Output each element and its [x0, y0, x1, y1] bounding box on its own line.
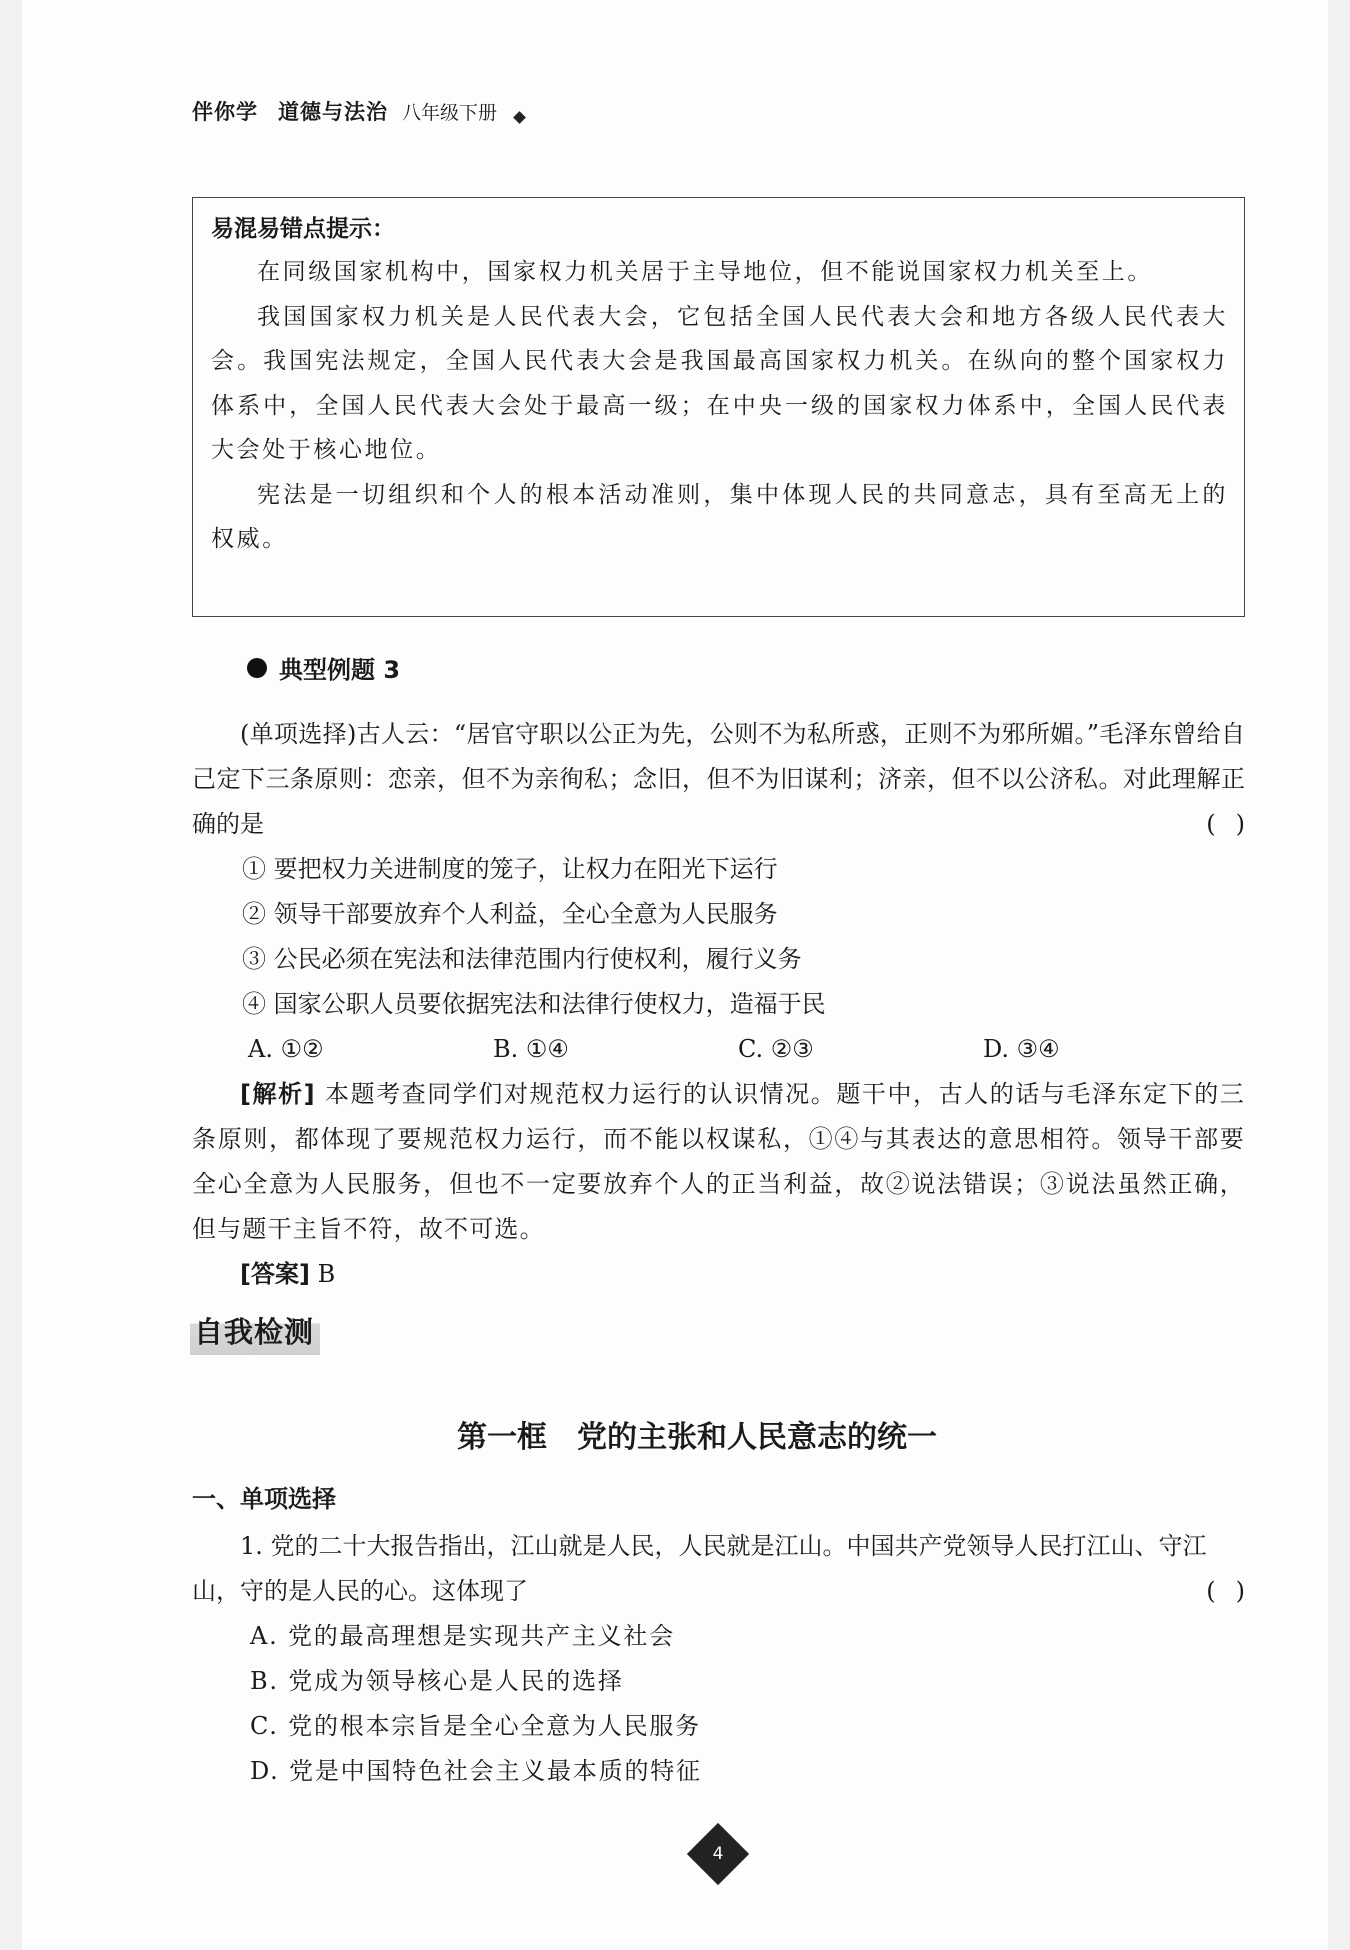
answer-tag: [答案]: [240, 1260, 310, 1288]
tips-paragraph: 宪法是一切组织和个人的根本活动准则，集中体现人民的共同意志，具有至高无上的权威。: [211, 481, 1228, 552]
option-b: B. 党成为领导核心是人民的选择: [250, 1667, 624, 1695]
example-stem: [192, 712, 1265, 847]
tips-paragraph: 在同级国家机构中，国家权力机关居于主导地位，但不能说国家权力机关至上。: [257, 259, 1153, 285]
answer-line: [192, 1252, 1245, 1297]
option-c: C. 党的根本宗旨是全心全意为人民服务: [250, 1712, 701, 1740]
choice-d: D. ③④: [983, 1035, 1060, 1063]
tips-title: 易混易错点提示：: [211, 216, 395, 242]
answer-blank: (): [1206, 810, 1265, 838]
subject-name: 道德与法治: [278, 100, 388, 124]
example-question: [192, 712, 1265, 1297]
page-number: 4: [712, 1844, 724, 1864]
choice-b: B. ①④: [493, 1035, 569, 1063]
choice-row: [192, 1027, 1245, 1072]
analysis-paragraph: [192, 1072, 1245, 1252]
selftest-heading: 自我检测: [190, 1310, 320, 1355]
analysis-tag: [解析]: [240, 1080, 316, 1108]
option-d: D. 党是中国特色社会主义最本质的特征: [250, 1757, 702, 1785]
diamond-icon: [513, 111, 526, 124]
section-heading: 一、单项选择: [192, 1485, 336, 1513]
statement-item: ② 领导干部要放弃个人利益，全心全意为人民服务: [242, 900, 778, 928]
grade-label: 八年级下册: [402, 101, 498, 124]
tips-paragraph: 我国国家权力机关是人民代表大会，它包括全国人民代表大会和地方各级人民代表大会。我国宪法规定，全国人民代表大会是我国最高国家权力机关。在纵向的整个国家权力体系中，全国人民代表大会处于最高一级；在中央一级的国家权力体系中，全国人民代表大会处于核心地位。: [211, 303, 1228, 463]
option-a: A. 党的最高理想是实现共产主义社会: [250, 1622, 675, 1650]
analysis-text: 本题考查同学们对规范权力运行的认识情况。题干中，古人的话与毛泽东定下的三条原则，都体现了要规范权力运行，而不能以权谋私，①④与其表达的意思相符。领导干部要全心全意为人民服务，但也不一定要放弃个人的正当利益，故②说法错误；③说法虽然正确，但与题干主旨不符，故不可选。: [192, 1080, 1245, 1243]
bullet-icon: [247, 658, 267, 678]
choice-c: C. ②③: [738, 1035, 814, 1063]
lesson-title: 第一框 党的主张和人民意志的统一: [457, 1420, 937, 1455]
running-header: [192, 96, 524, 126]
answer-value: B: [317, 1260, 336, 1288]
statement-item: ④ 国家公职人员要依据宪法和法律行使权力，造福于民: [242, 990, 826, 1018]
series-name: 伴你学: [192, 100, 258, 124]
statement-item: ① 要把权力关进制度的笼子，让权力在阳光下运行: [242, 855, 778, 883]
example-heading-text: 典型例题 3: [279, 656, 401, 684]
tips-box: [192, 197, 1245, 617]
example-stem-text: (单项选择)古人云：“居官守职以公正为先，公则不为私所惑，正则不为邪所媚。”毛泽东曾给自己定下三条原则：恋亲，但不为亲徇私；念旧，但不为旧谋利；济亲，但不以公济私。对此理解正确的是: [192, 720, 1245, 838]
answer-blank: (): [1206, 1577, 1265, 1605]
example-heading: [247, 650, 400, 685]
question-1: [192, 1524, 1265, 1794]
choice-a: A. ①②: [248, 1035, 324, 1063]
question-stem: [192, 1524, 1265, 1614]
question-stem-text: 1. 党的二十大报告指出，江山就是人民，人民就是江山。中国共产党领导人民打江山、守江山，守的是人民的心。这体现了: [192, 1532, 1207, 1605]
statement-item: ③ 公民必须在宪法和法律范围内行使权利，履行义务: [242, 945, 802, 973]
